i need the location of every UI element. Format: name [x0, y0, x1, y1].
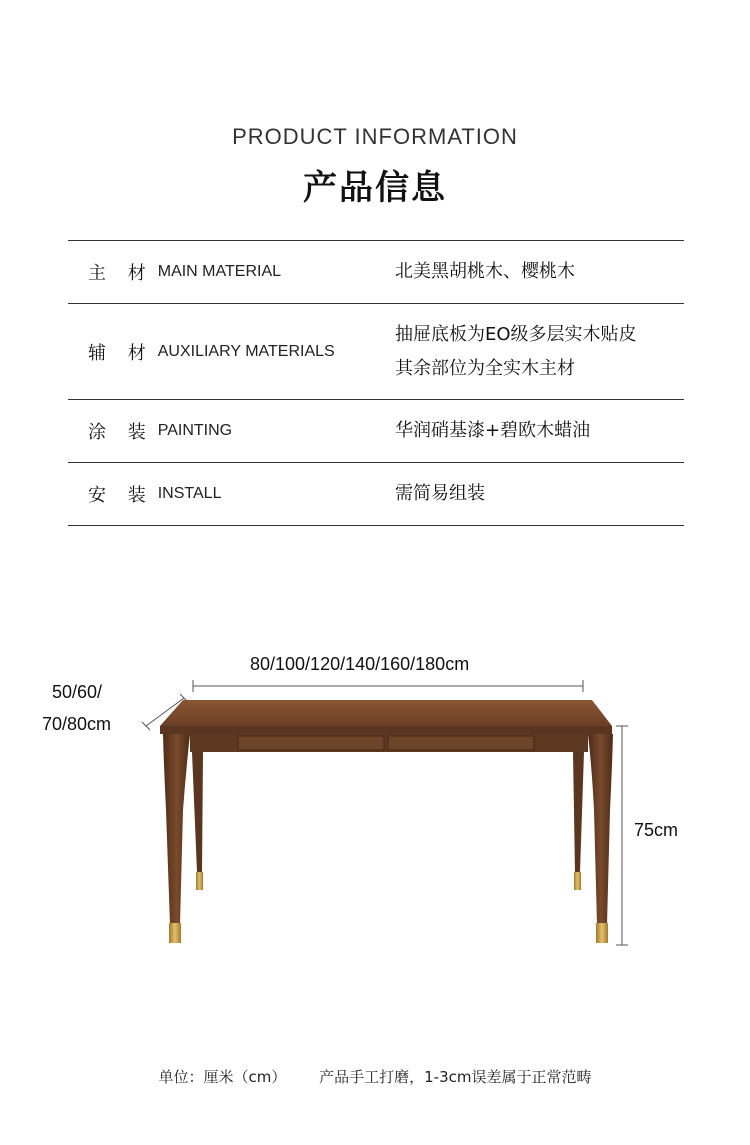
table-apron — [190, 734, 588, 752]
footer-notes — [0, 1066, 750, 1087]
spec-label-cn: 主 材 — [88, 263, 154, 284]
spec-table — [68, 240, 684, 526]
front-left-leg — [163, 734, 190, 943]
spec-value — [395, 477, 485, 511]
back-left-leg — [192, 752, 203, 890]
spec-row-install — [68, 463, 684, 526]
spec-value — [395, 414, 590, 448]
spec-label — [88, 339, 335, 365]
height-dimension-line — [616, 726, 628, 945]
dimension-depth-label-line1: 50/60/ — [52, 682, 103, 702]
dimension-length-label: 80/100/120/140/160/180cm — [250, 654, 470, 674]
spec-row-main-material — [68, 241, 684, 304]
spec-value — [395, 255, 575, 289]
spec-label — [88, 418, 232, 444]
spec-label — [88, 481, 221, 507]
dimension-depth-label-line2: 70/80cm — [42, 714, 112, 734]
spec-label-en: INSTALL — [157, 485, 222, 502]
table-dimension-diagram — [0, 640, 750, 960]
back-right-leg — [573, 752, 584, 890]
length-dimension-line — [193, 680, 583, 692]
tolerance-note: 产品手工打磨，1-3cm误差属于正常范畴 — [319, 1068, 592, 1086]
header-title-en: PRODUCT INFORMATION — [232, 124, 518, 149]
dimension-height-label: 75cm — [634, 820, 679, 840]
spec-label-cn: 安 装 — [88, 485, 154, 506]
spec-row-auxiliary-materials — [68, 304, 684, 400]
spec-value-line: 华润硝基漆+碧欧木蜡油 — [395, 420, 591, 441]
spec-label-cn: 涂 装 — [88, 422, 154, 443]
table-top — [160, 700, 612, 734]
spec-value — [395, 318, 637, 386]
spec-label-en: MAIN MATERIAL — [157, 263, 282, 280]
spec-label-cn: 辅 材 — [88, 342, 154, 364]
header-title-cn: 产品信息 — [303, 168, 447, 208]
spec-label-en: AUXILIARY MATERIALS — [157, 342, 335, 360]
spec-value-line: 其余部位为全实木主材 — [395, 357, 575, 379]
table-illustration — [0, 640, 750, 960]
front-right-leg — [588, 734, 613, 943]
unit-note: 单位：厘米（cm） — [158, 1068, 287, 1086]
spec-value-line: 北美黑胡桃木、樱桃木 — [395, 261, 575, 282]
spec-row-painting — [68, 400, 684, 463]
spec-value-line: 需简易组装 — [395, 483, 485, 504]
spec-label — [88, 259, 281, 285]
spec-value-line: 抽屉底板为EO级多层实木贴皮 — [395, 323, 637, 345]
spec-label-en: PAINTING — [157, 422, 233, 439]
